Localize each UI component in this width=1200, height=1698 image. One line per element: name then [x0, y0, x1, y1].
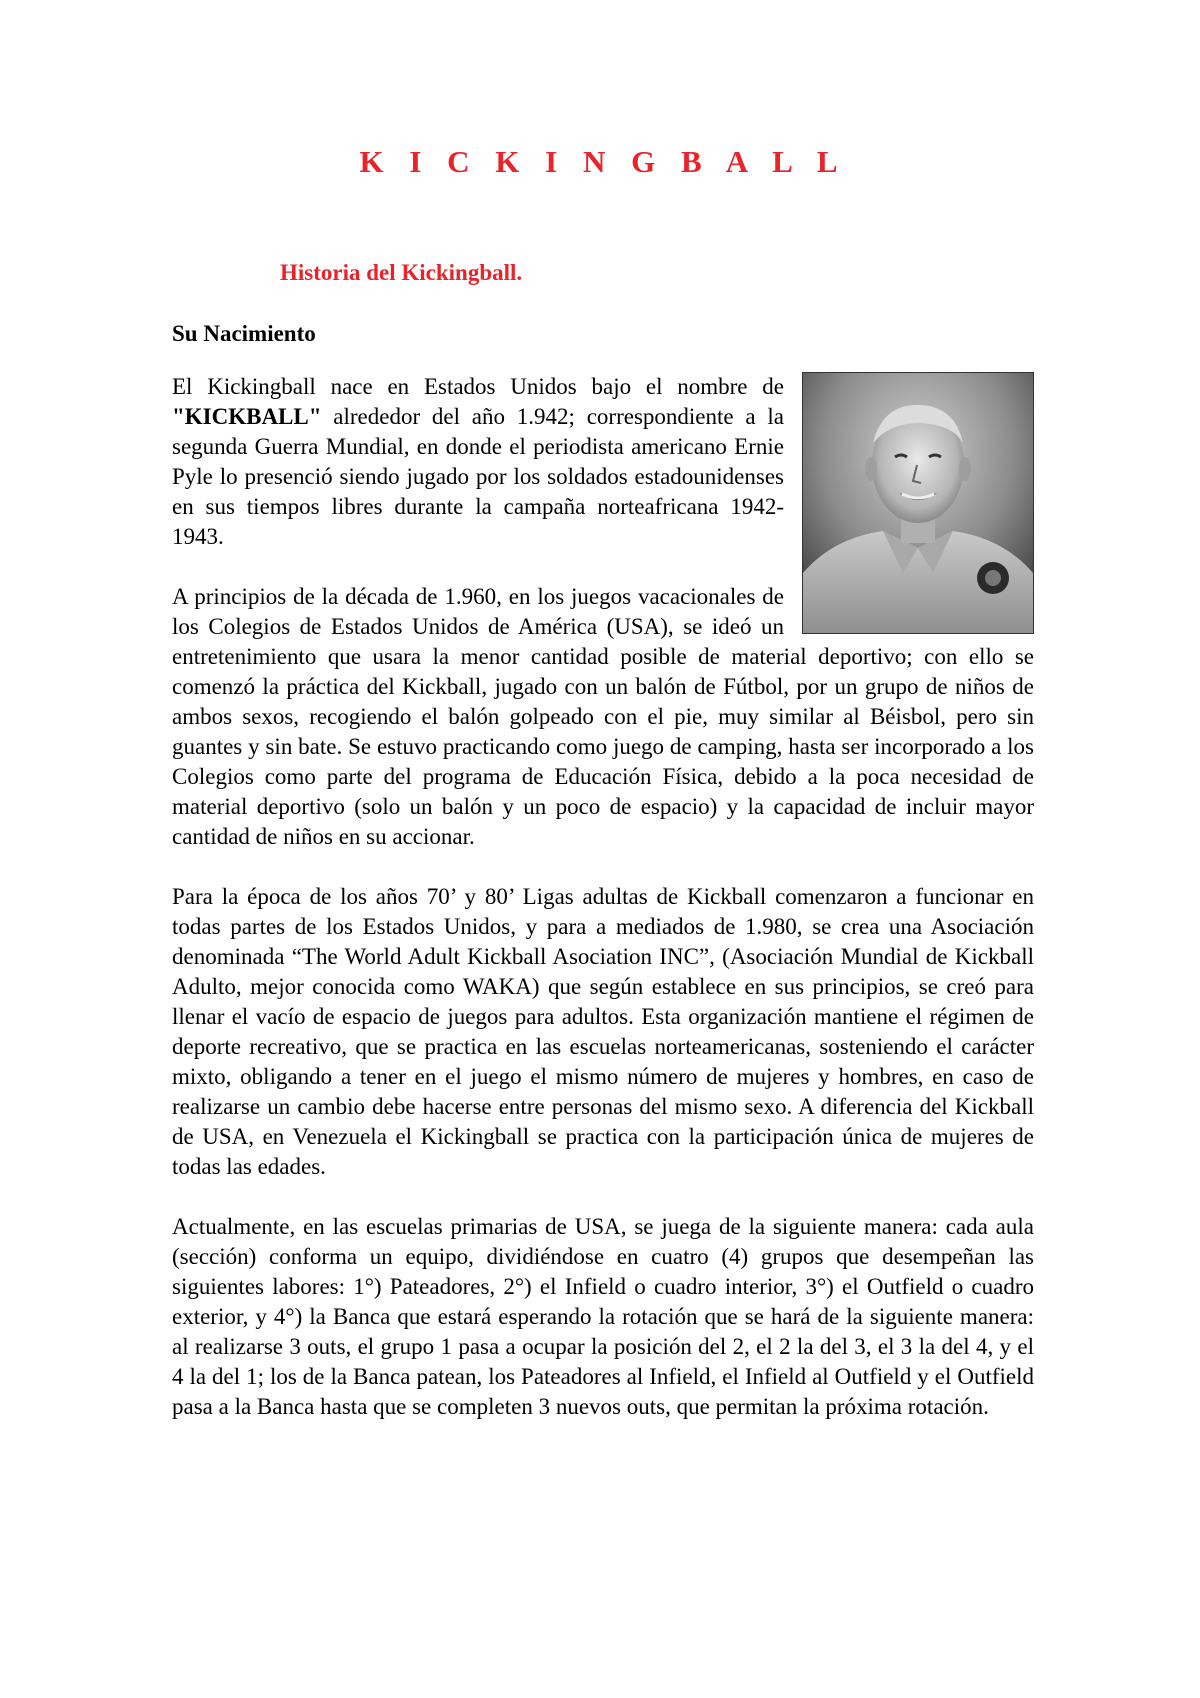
paragraph-4: Actualmente, en las escuelas primarias de USA, se juega de la siguiente manera: cada aula (sección) conforma un equipo, dividiéndose en cuatro (4) grupos que desempeñan las siguientes labores: 1°) Pateadores, 2°) el Infield o cuadro interior, 3°) el Outfield o cuadro exterior, y 4°) la Banca que estará esperando la rotación que se hará de la siguiente manera: al realizarse 3 outs, el grupo 1 pasa a ocupar la posición del 2, el 2 la del 3, el 3 la del 4, y el 4 la del 1; los de la Banca patean, los Pateadores al Infield, el Infield al Outfield y el Outfield pasa a la Banca hasta que se completen 3 nuevos outs, que permitan la próxima rotación.	[172, 1214, 1034, 1419]
paragraph-3: Para la época de los años 70’ y 80’ Ligas adultas de Kickball comenzaron a funcionar en todas partes de los Estados Unidos, y para a mediados de 1.980, se crea una Asociación denominada “The World Adult Kickball Asociation INC”, (Asociación Mundial de Kickball Adulto, mejor conocida como WAKA) que según establece en sus principios, se creó para llenar el vacío de espacio de juegos para adultos. Esta organización mantiene el régimen de deporte recreativo, que se practica en las escuelas norteamericanas, sosteniendo el carácter mixto, obligando a tener en el juego el mismo número de mujeres y hombres, en caso de realizarse un cambio debe hacerse entre personas del mismo sexo. A diferencia del Kickball de USA, en Venezuela el Kickingball se practica con la participación única de mujeres de todas las edades.	[172, 884, 1034, 1179]
portrait-photo	[802, 372, 1034, 634]
paragraph-1-lead: El Kickingball nace en Estados Unidos bajo el nombre de	[172, 374, 784, 399]
paragraph-2: A principios de la década de 1.960, en los juegos vacacionales de los Colegios de Estados Unidos de América (USA), se ideó un entretenimiento que usara la menor cantidad posible de material deportivo; con ello se comenzó la práctica del Kickball, jugado con un balón de Fútbol, por un grupo de niños de ambos sexos, recogiendo el balón golpeado con el pie, muy similar al Béisbol, pero sin guantes y sin bate. Se estuvo practicando como juego de camping, hasta ser incorporado a los Colegios como parte del programa de Educación Física, debido a la poca necesidad de material deportivo (solo un balón y un poco de espacio) y la capacidad de incluir mayor cantidad de niños en su accionar.	[172, 584, 1034, 849]
portrait-photo-icon	[803, 373, 1033, 633]
kickball-name: "KICKBALL"	[172, 404, 322, 429]
document-title: K I C K I N G B A L L	[359, 144, 847, 179]
paragraph-1-rest: alrededor del año 1.942; correspondiente a la segunda Guerra Mundial, en donde el periodista americano Ernie Pyle lo presenció siendo jugado por los soldados estadounidenses en sus tiempos libres durante la campaña norteafricana 1942-1943.	[172, 404, 784, 549]
section-heading: Su Nacimiento	[172, 321, 316, 346]
body-text	[172, 372, 1034, 1452]
document-subtitle: Historia del Kickingball.	[280, 260, 523, 285]
